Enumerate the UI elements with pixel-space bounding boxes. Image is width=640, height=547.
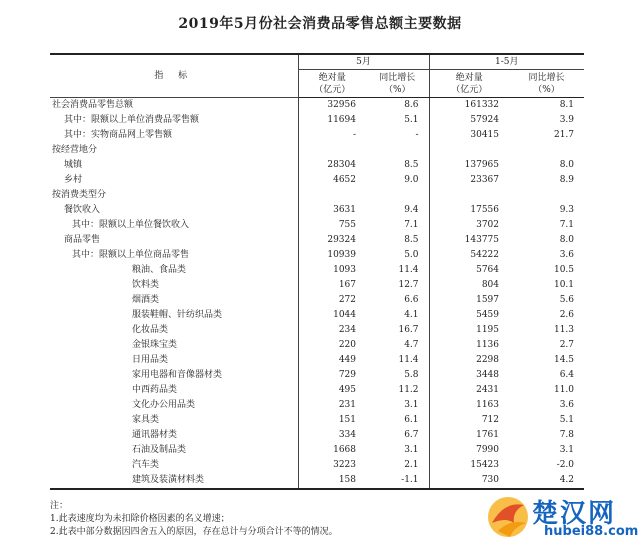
footnote-1: 1.此表速度均为未扣除价格因素的名义增速；: [50, 514, 230, 524]
table-row: [50, 128, 584, 143]
table-row: [50, 188, 584, 203]
cell-may-yoy: 8.5: [404, 235, 419, 245]
cell-ytd-abs: 3702: [429, 218, 509, 233]
table-row: [50, 218, 584, 233]
table-row: [50, 158, 584, 173]
cell-may-yoy: 3.1: [404, 400, 419, 410]
cell-may-yoy: 12.7: [398, 280, 419, 290]
row-label: 商品零售: [64, 235, 101, 245]
cell-may-abs: 1044: [298, 308, 366, 323]
header-group-may: 5月: [298, 54, 429, 70]
cell-may-yoy: 5.0: [404, 250, 419, 260]
table-row: [50, 398, 584, 413]
header-may-yoy: 同比增长 （%）: [366, 70, 429, 98]
cell-ytd-yoy: 10.1: [553, 280, 575, 290]
cell-ytd-abs: 15423: [429, 458, 509, 473]
table-row: [50, 278, 584, 293]
row-label: 按消费类型分: [52, 190, 107, 200]
phoenix-logo-icon: [484, 493, 532, 541]
cell-may-yoy: 9.0: [404, 175, 419, 185]
cell-may-abs: 158: [298, 473, 366, 489]
cell-ytd-abs: 1163: [429, 398, 509, 413]
cell-ytd-abs: 143775: [429, 233, 509, 248]
cell-may-abs: 11694: [298, 113, 366, 128]
cell-ytd-abs: 2431: [429, 383, 509, 398]
cell-ytd-yoy: 11.0: [553, 385, 575, 395]
cell-ytd-abs: 17556: [429, 203, 509, 218]
row-label: 城镇: [64, 160, 83, 170]
cell-ytd-yoy: 3.9: [559, 115, 575, 125]
cell-ytd-abs: 1597: [429, 293, 509, 308]
cell-ytd-abs: 54222: [429, 248, 509, 263]
cell-ytd-abs: 7990: [429, 443, 509, 458]
cell-ytd-abs: 57924: [429, 113, 509, 128]
row-label: 乡村: [64, 175, 83, 185]
cell-may-abs: 3631: [298, 203, 366, 218]
cell-may-abs: 32956: [298, 98, 366, 114]
table-row: [50, 443, 584, 458]
row-label: 日用品类: [132, 355, 169, 365]
table-row: [50, 98, 584, 114]
cell-may-yoy: 11.4: [398, 355, 419, 365]
cell-may-yoy: -: [415, 130, 419, 140]
cell-may-abs: 272: [298, 293, 366, 308]
cell-may-abs: 167: [298, 278, 366, 293]
cell-ytd-abs: 1136: [429, 338, 509, 353]
cell-may-abs: 3223: [298, 458, 366, 473]
cell-may-abs: 334: [298, 428, 366, 443]
row-label: 餐饮收入: [64, 205, 101, 215]
header-indicator: 指 标: [50, 54, 298, 98]
table-row: [50, 233, 584, 248]
row-label: 其中：实物商品网上零售额: [64, 130, 173, 140]
watermark-en: hubei88.com: [544, 524, 639, 539]
cell-ytd-yoy: 21.7: [553, 130, 575, 140]
cell-ytd-abs: 804: [429, 278, 509, 293]
cell-ytd-abs: 712: [429, 413, 509, 428]
cell-may-abs: 449: [298, 353, 366, 368]
cell-may-abs: 10939: [298, 248, 366, 263]
cell-may-yoy: -1.1: [366, 473, 429, 489]
cell-may-yoy: 5.8: [404, 370, 419, 380]
cell-ytd-yoy: 9.3: [559, 205, 575, 215]
table-row: [50, 413, 584, 428]
table-row: [50, 308, 584, 323]
cell-ytd-yoy: 2.7: [559, 340, 575, 350]
header-ytd-abs: 绝对量 （亿元）: [429, 70, 509, 98]
row-label: 化妆品类: [132, 325, 169, 335]
cell-may-abs: [298, 143, 366, 158]
table-row: [50, 263, 584, 278]
header-group-ytd: 1-5月: [429, 54, 584, 70]
cell-ytd-abs: 1195: [429, 323, 509, 338]
cell-may-abs: [298, 188, 366, 203]
row-label: 文化办公用品类: [132, 400, 196, 410]
table-row: [50, 338, 584, 353]
cell-may-yoy: 16.7: [398, 325, 419, 335]
cell-ytd-yoy: 5.1: [559, 415, 575, 425]
row-label: 其中：限额以上单位商品零售: [72, 250, 190, 260]
cell-ytd-abs: [429, 143, 509, 158]
cell-ytd-yoy: 3.1: [559, 445, 575, 455]
row-label: 饮料类: [132, 280, 160, 290]
cell-ytd-yoy: 3.6: [559, 250, 575, 260]
retail-data-table: [50, 53, 584, 490]
cell-ytd-abs: 30415: [429, 128, 509, 143]
watermark-logo: [484, 493, 639, 543]
cell-may-abs: 1093: [298, 263, 366, 278]
cell-may-yoy: 4.7: [404, 340, 419, 350]
row-label: 其中：限额以上单位餐饮收入: [72, 220, 190, 230]
cell-may-abs: 755: [298, 218, 366, 233]
cell-ytd-yoy: 8.0: [559, 160, 575, 170]
page-title: 2019年5月份社会消费品零售总额主要数据: [178, 16, 462, 32]
cell-ytd-abs: 23367: [429, 173, 509, 188]
row-label: 汽车类: [132, 460, 160, 470]
cell-may-yoy: 4.1: [404, 310, 419, 320]
cell-may-yoy: 11.4: [398, 265, 419, 275]
cell-may-abs: 4652: [298, 173, 366, 188]
table-row: [50, 323, 584, 338]
cell-ytd-abs: 3448: [429, 368, 509, 383]
cell-ytd-abs: [429, 188, 509, 203]
table-row: [50, 293, 584, 308]
cell-may-abs: 495: [298, 383, 366, 398]
footnote-2: 2.此表中部分数据因四舍五入的原因，存在总计与分项合计不等的情况。: [50, 527, 338, 537]
cell-may-yoy: 11.2: [398, 385, 419, 395]
cell-may-yoy: 8.5: [404, 160, 419, 170]
cell-ytd-yoy: 8.0: [559, 235, 575, 245]
cell-ytd-yoy: [509, 188, 584, 203]
row-label: 粮油、食品类: [132, 265, 187, 275]
cell-may-abs: 151: [298, 413, 366, 428]
cell-ytd-abs: 1761: [429, 428, 509, 443]
cell-may-yoy: 6.1: [404, 415, 419, 425]
cell-ytd-yoy: 5.6: [559, 295, 575, 305]
cell-ytd-yoy: 10.5: [553, 265, 575, 275]
table-row: [50, 473, 584, 489]
cell-may-yoy: [366, 188, 429, 203]
cell-ytd-yoy: 8.1: [559, 100, 575, 110]
cell-ytd-yoy: 8.9: [559, 175, 575, 185]
table-row: [50, 458, 584, 473]
row-label: 社会消费品零售总额: [52, 100, 134, 110]
cell-may-abs: -: [298, 128, 366, 143]
header-may-abs: 绝对量 （亿元）: [298, 70, 366, 98]
cell-may-yoy: 6.7: [404, 430, 419, 440]
table-row: [50, 143, 584, 158]
row-label: 服装鞋帽、针纺织品类: [132, 310, 223, 320]
cell-may-yoy: 6.6: [404, 295, 419, 305]
cell-may-yoy: 8.6: [404, 100, 419, 110]
footnotes: [50, 500, 338, 539]
cell-may-yoy: 7.1: [404, 220, 419, 230]
row-label: 通讯器材类: [132, 430, 178, 440]
row-label: 其中：限额以上单位消费品零售额: [64, 115, 200, 125]
row-label: 烟酒类: [132, 295, 160, 305]
cell-ytd-yoy: 2.6: [559, 310, 575, 320]
table-row: [50, 248, 584, 263]
cell-ytd-abs: 5764: [429, 263, 509, 278]
table-row: [50, 203, 584, 218]
cell-may-yoy: [366, 143, 429, 158]
cell-may-abs: 729: [298, 368, 366, 383]
cell-ytd-abs: 730: [429, 473, 509, 489]
table-row: [50, 113, 584, 128]
row-label: 金银珠宝类: [132, 340, 178, 350]
cell-ytd-yoy: 7.8: [559, 430, 575, 440]
cell-ytd-yoy: 3.6: [559, 400, 575, 410]
cell-may-abs: 1668: [298, 443, 366, 458]
cell-may-abs: 28304: [298, 158, 366, 173]
cell-may-yoy: 5.1: [404, 115, 419, 125]
cell-may-yoy: 9.4: [404, 205, 419, 215]
watermark-cn: 楚汉网: [532, 499, 617, 529]
cell-ytd-yoy: [509, 143, 584, 158]
cell-may-abs: 234: [298, 323, 366, 338]
row-label: 建筑及装潢材料类: [50, 473, 298, 489]
cell-ytd-yoy: 4.2: [509, 473, 584, 489]
cell-ytd-abs: 161332: [429, 98, 509, 114]
cell-ytd-yoy: 6.4: [559, 370, 575, 380]
cell-may-yoy: 3.1: [404, 445, 419, 455]
table-row: [50, 368, 584, 383]
table-row: [50, 383, 584, 398]
cell-ytd-yoy: -2.0: [556, 460, 575, 470]
cell-may-yoy: 2.1: [404, 460, 419, 470]
row-label: 中西药品类: [132, 385, 178, 395]
cell-ytd-abs: 2298: [429, 353, 509, 368]
cell-ytd-yoy: 14.5: [553, 355, 575, 365]
header-ytd-yoy: 同比增长 （%）: [509, 70, 584, 98]
cell-ytd-abs: 137965: [429, 158, 509, 173]
footnote-title: 注：: [50, 501, 69, 511]
row-label: 石油及制品类: [132, 445, 187, 455]
row-label: 家用电器和音像器材类: [132, 370, 223, 380]
cell-may-abs: 231: [298, 398, 366, 413]
cell-ytd-yoy: 11.3: [553, 325, 575, 335]
cell-ytd-abs: 5459: [429, 308, 509, 323]
cell-may-abs: 29324: [298, 233, 366, 248]
cell-may-abs: 220: [298, 338, 366, 353]
table-row: [50, 353, 584, 368]
cell-ytd-yoy: 7.1: [559, 220, 575, 230]
table-row: [50, 428, 584, 443]
row-label: 按经营地分: [52, 145, 98, 155]
row-label: 家具类: [132, 415, 160, 425]
table-row: [50, 173, 584, 188]
